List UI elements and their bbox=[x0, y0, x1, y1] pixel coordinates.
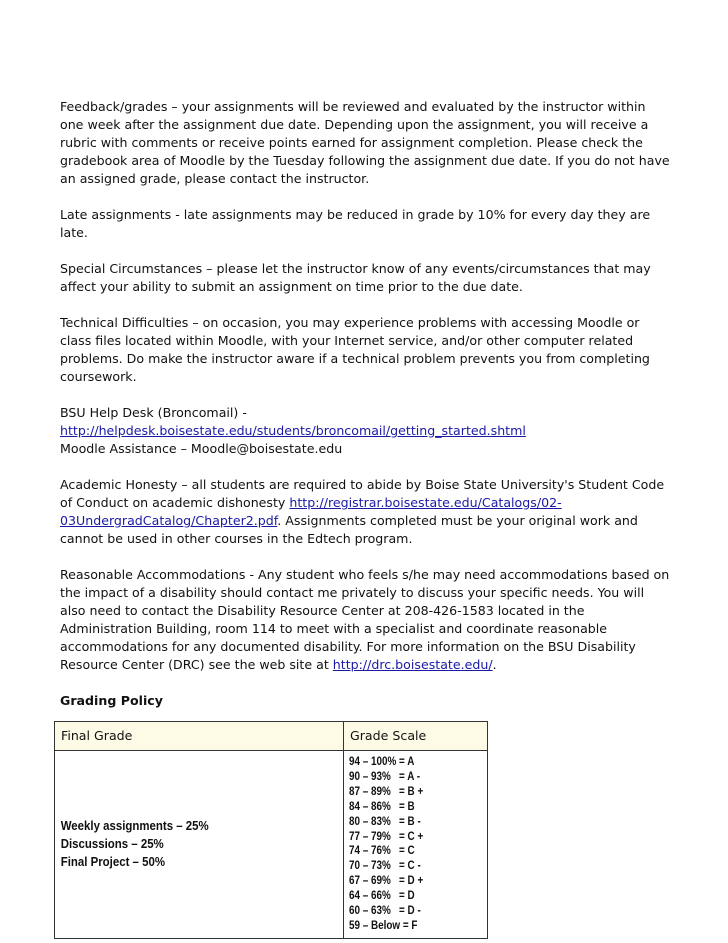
technical-difficulties-paragraph: Technical Difficulties – on occasion, you may experience problems with accessing Moodle or class files located within Moodle, with your Internet service, and/or other computer related problems. Do make the instructor aware if a technical problem prevents you from completing coursework. bbox=[60, 315, 650, 384]
honesty-text: Academic Honesty – all students are required to abide by Boise State University's Student Code of Conduct on academic dishonesty bbox=[60, 477, 665, 510]
scale-line: 84 – 86% = B bbox=[349, 800, 415, 813]
special-circumstances-paragraph: Special Circumstances – please let the instructor know of any events/circumstances that may affect your ability to submit an assignment on time prior to the due date. bbox=[60, 261, 651, 294]
final-grade-header: Final Grade bbox=[55, 722, 344, 751]
scale-line: 64 – 66% = D bbox=[349, 890, 415, 903]
weight-final-project: Final Project – 50% bbox=[60, 854, 165, 870]
grading-table-row bbox=[55, 751, 488, 939]
help-desk-block bbox=[60, 404, 672, 458]
scale-line: 80 – 83% = B - bbox=[349, 815, 421, 828]
scale-line: 60 – 63% = D - bbox=[349, 905, 421, 918]
help-desk-link[interactable]: http://helpdesk.boisestate.edu/students/broncomail/getting_started.shtml bbox=[60, 423, 526, 438]
grade-scale-cell bbox=[344, 751, 488, 939]
honesty-text-end: . Assignments completed must be your original work and cannot be used in other courses in the Edtech program. bbox=[60, 513, 638, 546]
grading-table bbox=[54, 721, 488, 939]
scale-line: 59 – Below = F bbox=[349, 919, 418, 932]
weight-discussions: Discussions – 25% bbox=[60, 836, 164, 852]
feedback-paragraph: Feedback/grades – your assignments will be reviewed and evaluated by the instructor within one week after the assignment due date. Depending upon the assignment, you will receive a rubric with comments or receive points earned for assignment completion. Please check the gradebook area of Moodle by the Tuesday following the assignment due date. If you do not have an assigned grade, please contact the instructor. bbox=[60, 99, 670, 186]
academic-honesty-paragraph bbox=[60, 476, 672, 548]
grading-table-header bbox=[55, 722, 488, 751]
scale-line: 70 – 73% = C - bbox=[349, 860, 421, 873]
grade-scale-header: Grade Scale bbox=[344, 722, 488, 751]
grade-weights-cell bbox=[55, 751, 309, 939]
grading-policy-heading: Grading Policy bbox=[60, 693, 163, 708]
scale-line: 77 – 79% = C + bbox=[349, 830, 424, 843]
catalog-link[interactable]: http://registrar.boisestate.edu/Catalogs/02-03UndergradCatalog/Chapter2.pdf bbox=[60, 495, 562, 528]
scale-line: 94 – 100% = A bbox=[349, 756, 415, 768]
accommodations-text-end: . bbox=[492, 657, 497, 672]
accommodations-text: Reasonable Accommodations - Any student who feels s/he may need accommodations based on the impact of a disability should contact me privately to discuss your specific needs. You will also need to contact the Disability Resource Center at 208-426-1583 located in the Administration Building, room 114 to meet with a specialist and coordinate reasonable accommodations for any documented disability. For more information on the BSU Disability Resource Center (DRC) see the web site at bbox=[60, 567, 670, 672]
document-body bbox=[60, 98, 672, 939]
help-desk-label: BSU Help Desk (Broncomail) - bbox=[60, 405, 247, 420]
accommodations-paragraph bbox=[60, 566, 672, 674]
late-assignments-paragraph: Late assignments - late assignments may be reduced in grade by 10% for every day they are late. bbox=[60, 207, 651, 240]
scale-line: 74 – 76% = C bbox=[349, 845, 415, 858]
weight-weekly: Weekly assignments – 25% bbox=[60, 818, 209, 834]
scale-line: 87 – 89% = B + bbox=[349, 785, 424, 798]
drc-link[interactable]: http://drc.boisestate.edu/ bbox=[332, 657, 493, 672]
scale-line: 90 – 93% = A - bbox=[349, 770, 421, 783]
scale-line: 67 – 69% = D + bbox=[349, 875, 424, 888]
moodle-assistance: Moodle Assistance – Moodle@boisestate.edu bbox=[60, 441, 343, 456]
